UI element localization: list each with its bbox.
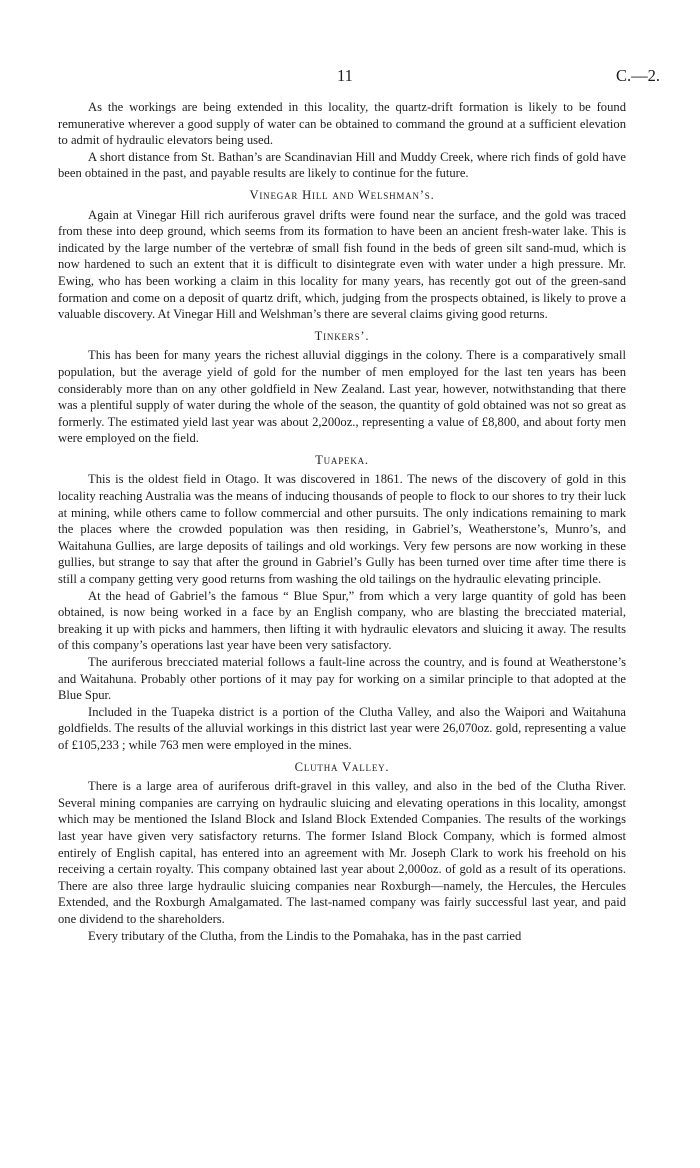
paragraph: As the workings are being extended in this locality, the quartz-drift formation is likely to be found remunerative wherever a good supply of water can be obtained to command the ground at a sufficient elevation to admit of hydraulic elevators being used. [58, 100, 626, 148]
section-heading-tinkers: Tinkers’. [314, 328, 370, 343]
section-heading-vinegar-hill: Vinegar Hill and Welshman’s. [249, 187, 435, 202]
paragraph: A short distance from St. Bathan’s are Scandinavian Hill and Muddy Creek, where rich finds of gold have been obtained in the past, and payable results are likely to continue for the future. [58, 149, 626, 181]
page-number: 11 [337, 66, 353, 85]
document-reference: C.—2. [615, 66, 660, 85]
section-heading-tuapeka: Tuapeka. [315, 452, 369, 467]
paragraph: The auriferous brecciated material follows a fault-line across the country, and is found at Weatherstone’s and Waitahuna. Probably other portions of it may pay for working on a similar principle to that adopted at the Blue Spur. [58, 655, 626, 703]
body-text [58, 99, 626, 944]
paragraph: Included in the Tuapeka district is a portion of the Clutha Valley, and also the Waipori and Waitahuna goldfields. The results of the alluvial workings in this district last year were 26,070oz. gold, representing a value of £105,233 ; while 763 men were employed in the mines. [58, 704, 626, 752]
paragraph: This is the oldest field in Otago. It was discovered in 1861. The news of the discovery of gold in this locality reaching Australia was the means of inducing thousands of people to flock to our shores to try their luck at mining, while others came to follow commercial and other pursuits. The only indications remaining to mark the places where the crowded population was then residing, in Gabriel’s, Weatherstone’s, Munro’s, and Waitahuna Gullies, are large deposits of tailings and old workings. Very few persons are now working in these gullies, but strange to say that after the ground in Gabriel’s Gully has been turned over time after time there is still a company getting very good returns from washing the old tailings on the hydraulic elevating principle. [58, 472, 626, 587]
paragraph: This has been for many years the richest alluvial diggings in the colony. There is a comparatively small population, but the average yield of gold for the number of men employed for the last ten years has been considerably more than on any other goldfield in New Zealand. Last year, however, notwithstanding that there was a plentiful supply of water during the whole of the season, the quantity of gold obtained was not so great as formerly. The estimated yield last year was about 2,200oz., representing a value of £8,800, and about forty men were employed on the field. [58, 348, 626, 446]
paragraph: At the head of Gabriel’s the famous “ Blue Spur,” from which a very large quantity of gold has been obtained, is now being worked in a face by an English company, who are blasting the brecciated material, breaking it up with picks and hammers, then lifting it with hydraulic elevators and sluicing it away. The results of this company’s operations last year have been very satisfactory. [58, 588, 626, 653]
section-heading-clutha-valley: Clutha Valley. [294, 759, 390, 774]
page-header [30, 66, 660, 88]
paragraph: Again at Vinegar Hill rich auriferous gravel drifts were found near the surface, and the gold was traced from these into deep ground, which seems from its formation to have been an ancient fresh-water lake. This is indicated by the large number of the vertebræ of small fish found in the beds of green silt sand-mud, which is now hardened to such an extent that it is difficult to disintegrate even with water under a high pressure. Mr. Ewing, who has been working a claim in this locality for many years, has recently got out of the green-sand formation and come on a deposit of quartz drift, which, judging from the prospects obtained, is likely to prove a valuable discovery. At Vinegar Hill and Welshman’s there are several claims giving good returns. [58, 207, 626, 322]
paragraph: Every tributary of the Clutha, from the Lindis to the Pomahaka, has in the past carried [88, 928, 522, 943]
paragraph: There is a large area of auriferous drift-gravel in this valley, and also in the bed of the Clutha River. Several mining companies are carrying on hydraulic sluicing and elevating operations in this locality, amongst which may be mentioned the Island Block and Island Block Extended Companies. The results of the workings last year have given very satisfactory returns. The former Island Block Company, which is formed almost entirely of English capital, has entered into an agreement with Mr. Joseph Clark to work his freehold on his receiving a certain royalty. This company obtained last year about 2,000oz. of gold as a result of its operations. There are also three large hydraulic sluicing companies near Roxburgh—namely, the Hercules, the Hercules Extended, and the Roxburgh Amalgamated. The last-named company was fairly successful last year, and paid one dividend to the shareholders. [58, 779, 626, 926]
